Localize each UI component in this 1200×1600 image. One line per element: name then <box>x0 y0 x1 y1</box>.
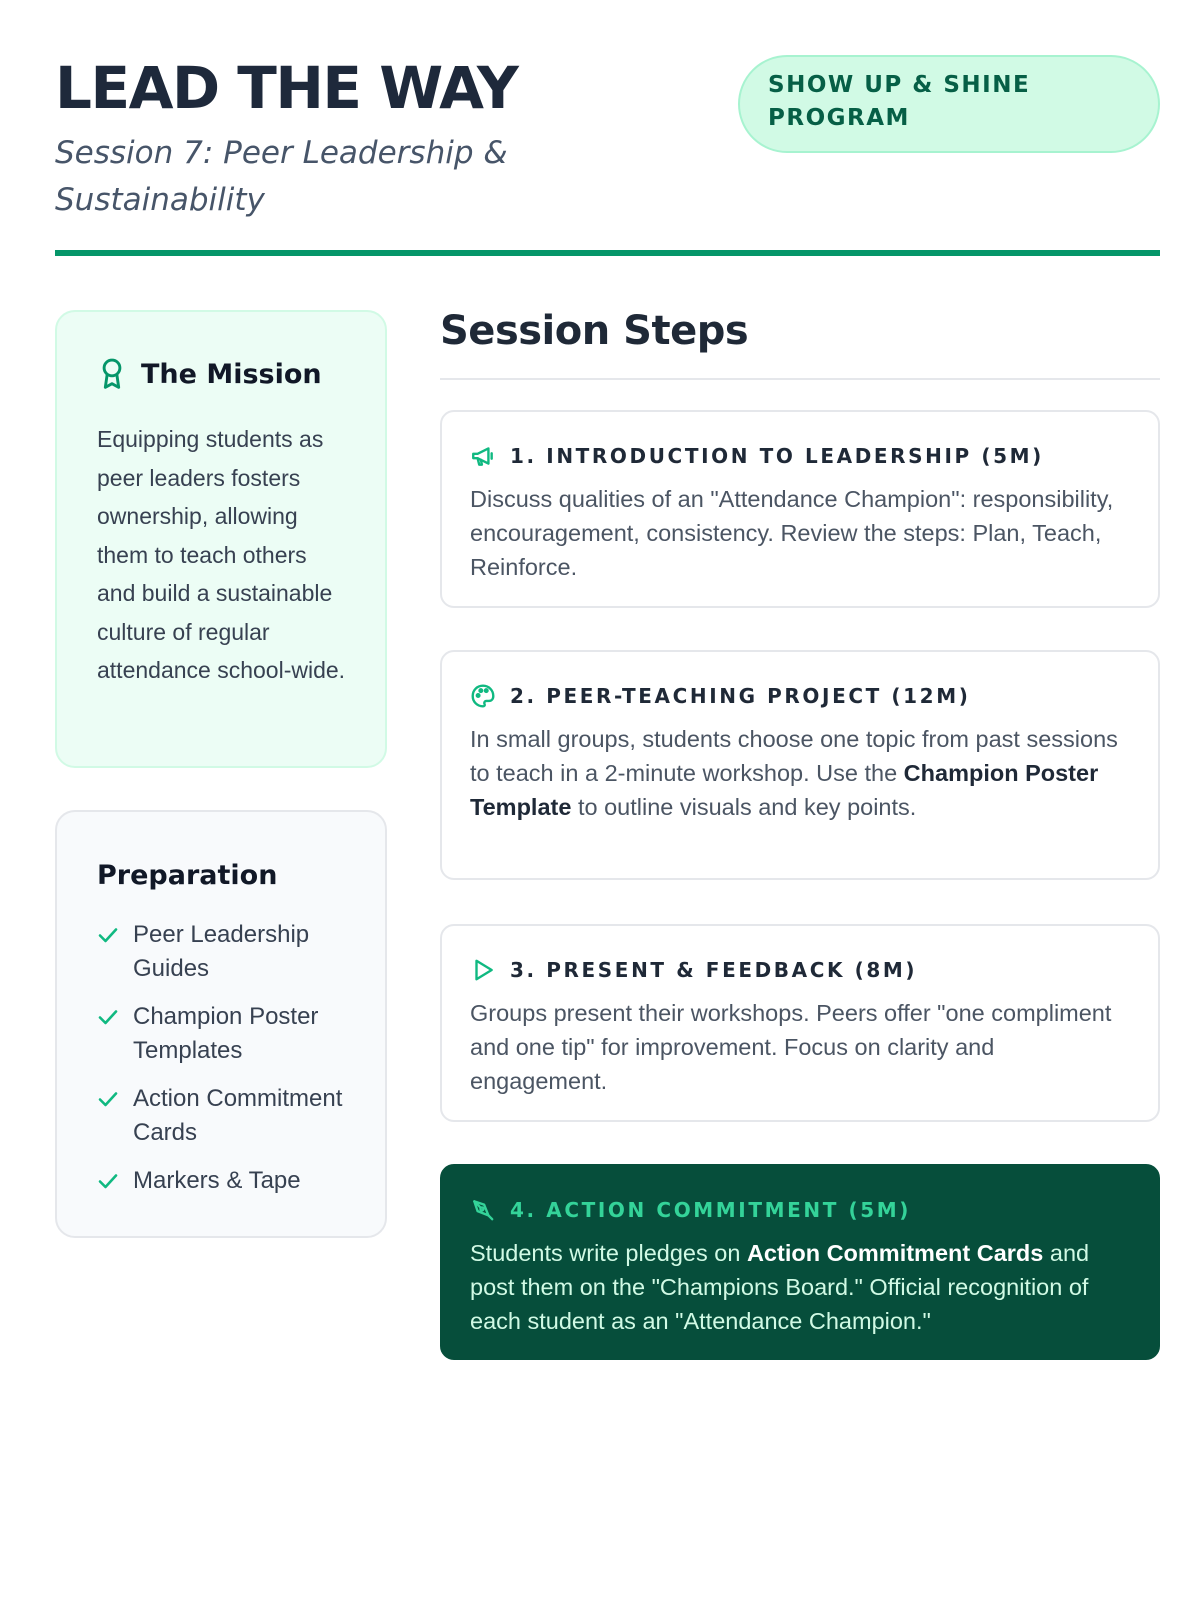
step-description: Groups present their workshops. Peers offer "one compliment and one tip" for improvement. Focus on clarity and engagement. <box>470 1000 1112 1094</box>
prep-item-label: Champion Poster Templates <box>133 1003 319 1064</box>
check-icon <box>97 1000 121 1034</box>
step-text-bold: Action Commitment Cards <box>746 1240 1044 1266</box>
steps-divider <box>440 378 1160 380</box>
award-ribbon-icon <box>97 357 127 391</box>
step-description <box>470 1236 1130 1338</box>
list-item <box>97 1082 357 1150</box>
program-badge <box>738 55 1160 153</box>
mission-card <box>55 310 387 768</box>
header-divider <box>55 250 1160 256</box>
page-title: LEAD THE WAY <box>55 54 518 122</box>
step-description <box>470 722 1130 824</box>
prep-item-label: Markers & Tape <box>133 1167 301 1194</box>
prep-item-label: Action Commitment Cards <box>133 1085 343 1146</box>
step-description: Discuss qualities of an "Attendance Champion": responsibility, encouragement, consistency. Review the steps: Plan, Teach, Reinforce. <box>470 486 1114 580</box>
step-text-before: Students write pledges on <box>470 1240 747 1266</box>
step-header <box>470 1192 1130 1228</box>
preparation-card <box>55 810 387 1238</box>
check-icon <box>97 918 121 952</box>
step-header <box>470 438 1130 474</box>
session-subtitle: Session 7: Peer Leadership & Sustainability <box>55 135 508 218</box>
signature-pen-icon <box>470 1197 496 1223</box>
list-item <box>97 1000 357 1068</box>
palette-icon <box>470 683 496 709</box>
preparation-title: Preparation <box>97 860 278 891</box>
mission-header <box>97 356 349 392</box>
megaphone-icon <box>470 443 496 469</box>
step-title: 1. INTRODUCTION TO LEADERSHIP (5M) <box>510 444 1044 468</box>
step-text-bold: Champion Poster Template <box>470 760 1099 820</box>
step-header <box>470 678 1130 714</box>
mission-title: The Mission <box>141 358 322 390</box>
step-header <box>470 952 1130 988</box>
step-card-1 <box>440 410 1160 608</box>
header <box>55 50 1160 250</box>
check-icon <box>97 1164 121 1198</box>
step-title: 2. PEER-TEACHING PROJECT (12M) <box>510 684 971 708</box>
step-title: 4. ACTION COMMITMENT (5M) <box>510 1198 911 1222</box>
step-text-after: and post them on the "Champions Board." Official recognition of each student as an "Attendance Champion." <box>470 1240 1090 1334</box>
check-icon <box>97 1082 121 1116</box>
play-icon <box>470 957 496 983</box>
step-card-4 <box>440 1164 1160 1360</box>
step-title: 3. PRESENT & FEEDBACK (8M) <box>510 958 918 982</box>
badge-line-1: SHOW UP & SHINE <box>768 72 1031 98</box>
step-text-before: In small groups, students choose one topic from past sessions to teach in a 2-minute workshop. Use the <box>470 726 1118 786</box>
step-card-3 <box>440 924 1160 1122</box>
step-card-2 <box>440 650 1160 880</box>
prep-item-label: Peer Leadership Guides <box>133 921 310 982</box>
badge-line-2: PROGRAM <box>768 105 910 131</box>
session-steps-title: Session Steps <box>440 308 749 354</box>
list-item <box>97 918 357 986</box>
mission-text: Equipping students as peer leaders fosters ownership, allowing them to teach others and build a sustainable culture of regular attendance school-wide. <box>97 426 346 683</box>
preparation-list <box>97 918 357 1198</box>
step-text-after: to outline visuals and key points. <box>571 794 917 820</box>
list-item <box>97 1164 357 1198</box>
